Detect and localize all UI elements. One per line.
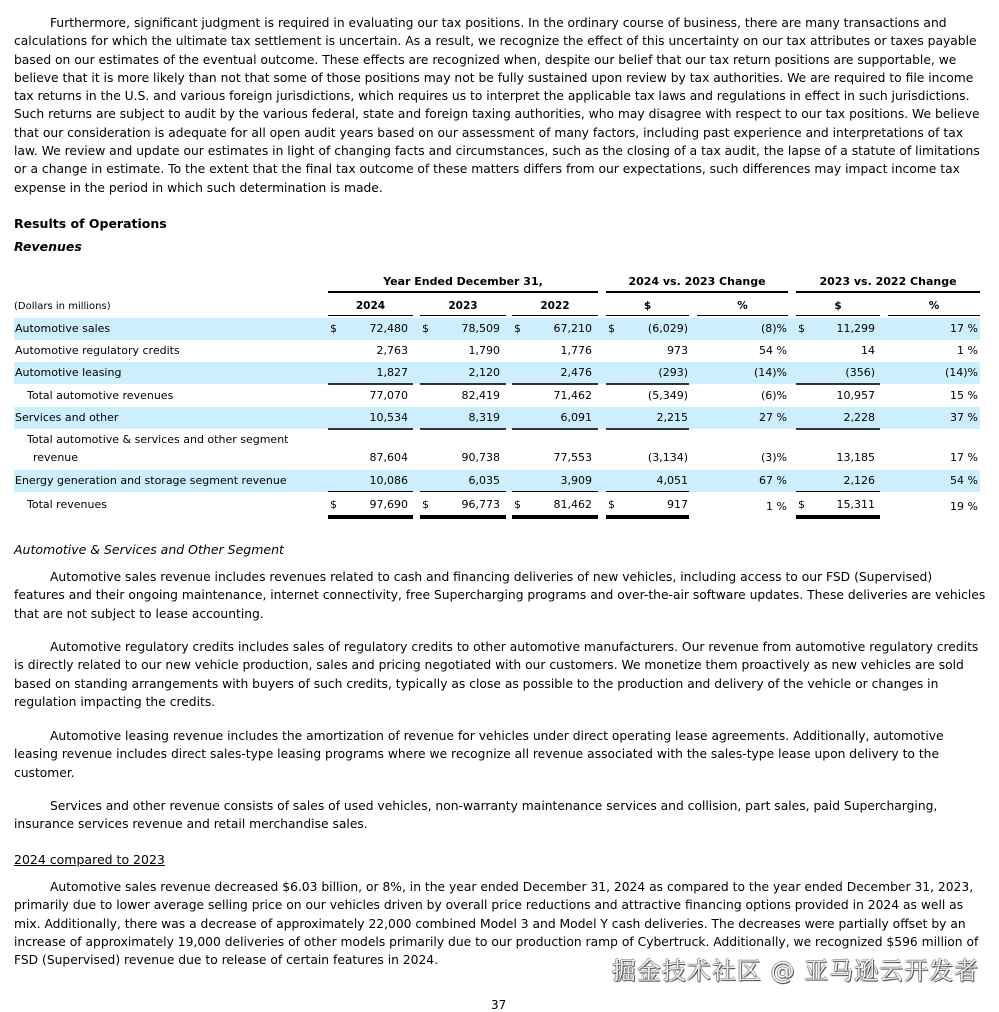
value-2024: 10,534 [369, 411, 408, 424]
table-row-regulatory-credits [14, 340, 980, 362]
total-double-rule [606, 515, 689, 519]
change-2024-dollar: (6,029) [647, 322, 688, 335]
change-2024-pct: 54 % [759, 344, 787, 357]
currency-symbol: $ [608, 498, 615, 511]
group-header-rule [328, 291, 598, 293]
currency-symbol: $ [514, 322, 521, 335]
value-2022: 77,553 [553, 451, 592, 464]
change-2023-dollar: 2,126 [843, 474, 875, 487]
row-label: Services and other [15, 411, 119, 424]
paragraph-services-and-other: Services and other revenue consists of sales of used vehicles, non-warranty maintenance services and collision, part sales, paid Supercharging, insurance services revenue and retail merchandise sales. [14, 799, 938, 832]
value-2024: 72,480 [369, 322, 408, 335]
value-2023: 90,738 [461, 451, 500, 464]
comparison-paragraph: Automotive sales revenue decreased $6.03 billion, or 8%, in the year ended December 31, 2024 as compared to the year ended December 31, 2023, primarily due to lower average selling price on our vehicles driven by overall price reductions and attractive financing options provided in 2024 as well as mix. Additionally, there was a decrease of approximately 22,000 combined Model 3 and Model Y cash deliveries. The decreases were partially offset by an increase of approximately 19,000 deliveries of other models primarily due to our production ramp of Cybertruck. Additionally, we recognized $596 million of FSD (Supervised) revenue due to release of certain features in 2024. [14, 880, 979, 968]
value-2023: 82,419 [461, 389, 500, 402]
currency-symbol: $ [514, 498, 521, 511]
total-double-rule [512, 515, 598, 519]
sub-header-rule [512, 315, 598, 316]
currency-symbol: $ [608, 322, 615, 335]
sub-header-rule [697, 315, 788, 316]
value-2024: 97,690 [369, 498, 408, 511]
value-2023: 1,790 [468, 344, 500, 357]
currency-symbol: $ [422, 498, 429, 511]
change-2024-dollar: 917 [667, 498, 688, 511]
value-2022: 2,476 [560, 366, 592, 379]
row-label: Automotive regulatory credits [15, 344, 180, 357]
value-2023: 8,319 [468, 411, 500, 424]
value-2024: 10,086 [369, 474, 408, 487]
subsection-title: Revenues [14, 239, 82, 254]
value-2022: 3,909 [560, 474, 592, 487]
value-2024: 87,604 [369, 451, 408, 464]
change-2024-dollar: (5,349) [647, 389, 688, 402]
sub-header-rule [606, 315, 689, 316]
value-2024: 2,763 [376, 344, 408, 357]
change-2024-pct: (3)% [760, 451, 787, 464]
change-2024-dollar: 4,051 [656, 474, 688, 487]
table-row-automotive-sales [14, 318, 980, 340]
change-2023-dollar: 14 [861, 344, 875, 357]
sub-header-change-dollar: $ [643, 300, 652, 312]
units-label: (Dollars in millions) [14, 301, 111, 312]
row-label: Automotive leasing [15, 366, 122, 379]
sub-header-rule [796, 315, 880, 316]
change-2023-pct: 15 % [950, 389, 978, 402]
value-2022: 6,091 [560, 411, 592, 424]
change-2023-pct: 54 % [950, 474, 978, 487]
sub-header-2023: 2023 [448, 300, 478, 312]
value-2023: 96,773 [461, 498, 500, 511]
sub-header-rule [328, 315, 413, 316]
change-2023-dollar: 15,311 [836, 498, 875, 511]
change-2024-pct: 27 % [759, 411, 787, 424]
sub-header-change-dollar-2: $ [834, 300, 842, 312]
section-title: Results of Operations [14, 216, 167, 231]
page-number: 37 [491, 998, 507, 1012]
change-2023-pct: 17 % [950, 451, 978, 464]
watermark: 掘金技术社区 @ 亚马逊云开发者 [612, 957, 980, 985]
change-2023-dollar: 13,185 [836, 451, 875, 464]
change-2023-dollar: 11,299 [836, 322, 875, 335]
table-row-services-and-other [14, 407, 980, 429]
value-2022: 67,210 [553, 322, 592, 335]
change-2023-dollar: (356) [845, 366, 875, 379]
table-row-total-revenues [14, 494, 980, 516]
sub-header-rule [420, 315, 506, 316]
change-2024-pct: 67 % [759, 474, 787, 487]
row-label: Total revenues [27, 498, 107, 511]
currency-symbol: $ [422, 322, 429, 335]
sub-header-rule [888, 315, 980, 316]
value-2023: 78,509 [461, 322, 500, 335]
table-row-total-auto-services [14, 430, 980, 470]
subtotal-rule [512, 491, 598, 492]
change-2023-pct: 1 % [957, 344, 978, 357]
subtotal-rule [420, 491, 506, 492]
change-2024-dollar: (293) [658, 366, 688, 379]
change-2024-dollar: 2,215 [656, 411, 688, 424]
segment-title: Automotive & Services and Other Segment [14, 542, 284, 557]
group-header-rule [796, 291, 980, 293]
value-2022: 1,776 [560, 344, 592, 357]
change-2024-dollar: 973 [667, 344, 688, 357]
sub-header-change-pct-2: % [928, 300, 940, 312]
table-row-automotive-leasing [14, 362, 980, 384]
group-header-rule [606, 291, 788, 293]
change-2023-pct: (14)% [944, 366, 978, 379]
paragraph-automotive-leasing: Automotive leasing revenue includes the amortization of revenue for vehicles under direct operating lease agreements. Additionally, automotive leasing revenue includes direct sales-type leasing programs where we recognize all revenue associated with the sales-type lease upon delivery to the customer. [14, 729, 944, 780]
change-2023-dollar: 2,228 [843, 411, 875, 424]
row-label: Automotive sales [15, 322, 111, 335]
change-2024-dollar: (3,134) [647, 451, 688, 464]
sub-header-2024: 2024 [355, 300, 386, 312]
currency-symbol: $ [798, 322, 805, 335]
sub-header-change-pct: % [737, 300, 748, 312]
currency-symbol: $ [330, 498, 337, 511]
value-2024: 77,070 [369, 389, 408, 402]
change-2024-pct: (8)% [760, 322, 787, 335]
value-2023: 2,120 [468, 366, 500, 379]
row-label-continued: revenue [33, 451, 79, 464]
row-label: Total automotive & services and other segment [27, 433, 289, 446]
table-row-total-automotive [14, 385, 980, 407]
group-header-2024-vs-2023: 2024 vs. 2023 Change [628, 275, 766, 288]
table-row-energy-generation [14, 470, 980, 492]
paragraph-regulatory-credits: Automotive regulatory credits includes sales of regulatory credits to other automotive manufacturers. Our revenue from automotive regulatory credits is directly related to our new vehicle production, sales and pricing negotiated with our customers. We monetize them proactively as new vehicles are sold based on standing arrangements with buyers of such credits, typically as close as possible to the production and delivery of the vehicle or changes in regulation impacting the credits. [14, 640, 979, 709]
change-2024-pct: 1 % [766, 500, 787, 513]
total-double-rule [796, 515, 880, 519]
intro-paragraph: Furthermore, significant judgment is required in evaluating our tax positions. In the ordinary course of business, there are many transactions and calculations for which the ultimate tax settlement is uncertain. As a result, we recognize the effect of this uncertainty on our tax attributes or taxes payable based on our estimates of the eventual outcome. These effects are recognized when, despite our belief that our tax return positions are supportable, we believe that it is more likely than not that some of those positions may not be fully sustained upon review by tax authorities. We are required to file income tax returns in the U.S. and various foreign jurisdictions, which requires us to interpret the applicable tax laws and regulations in effect in such jurisdictions. Such returns are subject to audit by the various federal, state and foreign taxing authorities, who may disagree with respect to our tax positions. We believe that our consideration is adequate for all open audit years based on our assessment of many factors, including past experience and interpretations of tax law. We review and update our estimates in light of changing facts and circumstances, such as the closing of a tax audit, the lapse of a statute of limitations or a change in estimate. To the extent that the final tax outcome of these matters differs from our expectations, such differences may impact income tax expense in the period in which such determination is made. [14, 16, 980, 195]
sub-header-2022: 2022 [540, 300, 570, 312]
total-double-rule [328, 515, 413, 519]
value-2022: 71,462 [553, 389, 592, 402]
change-2023-pct: 37 % [950, 411, 978, 424]
value-2023: 6,035 [468, 474, 500, 487]
total-double-rule [420, 515, 506, 519]
paragraph-automotive-sales: Automotive sales revenue includes revenues related to cash and financing deliveries of new vehicles, including access to our FSD (Supervised) features and their ongoing maintenance, internet connectivity, free Supercharging programs and over-the-air software updates. These deliveries are vehicles that are not subject to lease accounting. [14, 570, 986, 621]
subtotal-rule [606, 491, 689, 492]
currency-symbol: $ [798, 498, 805, 511]
change-2024-pct: (6)% [760, 389, 787, 402]
change-2023-pct: 17 % [950, 322, 978, 335]
row-label: Total automotive revenues [27, 389, 174, 402]
change-2023-dollar: 10,957 [836, 389, 875, 402]
value-2022: 81,462 [553, 498, 592, 511]
row-label: Energy generation and storage segment revenue [15, 474, 287, 487]
value-2024: 1,827 [376, 366, 408, 379]
group-header-2023-vs-2022: 2023 vs. 2022 Change [819, 275, 957, 288]
subtotal-rule [796, 491, 880, 492]
comparison-title: 2024 compared to 2023 [14, 852, 165, 867]
subtotal-rule [328, 491, 413, 492]
currency-symbol: $ [330, 322, 337, 335]
change-2024-pct: (14)% [753, 366, 787, 379]
group-header-year-ended: Year Ended December 31, [383, 275, 543, 288]
change-2023-pct: 19 % [950, 500, 978, 513]
